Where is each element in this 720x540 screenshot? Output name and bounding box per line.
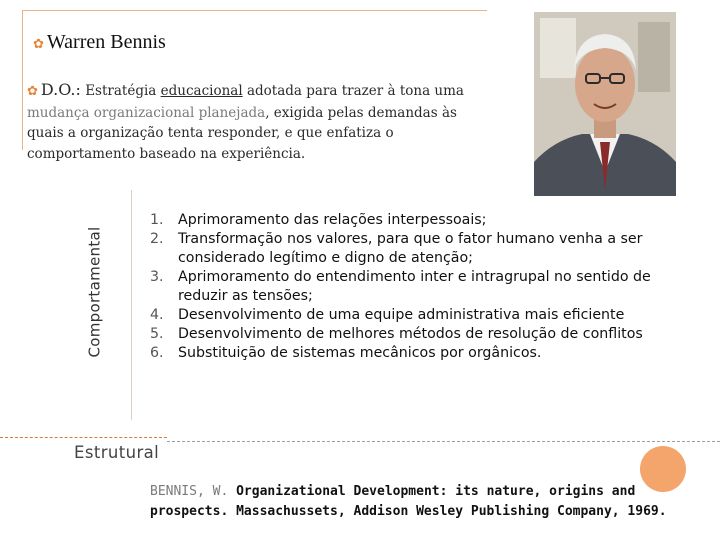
item-text: Transformação nos valores, para que o fator humano venha a ser considerado legítimo e digno de atenção; bbox=[178, 231, 643, 266]
definition-text-b: adotada para trazer à tona uma bbox=[246, 83, 464, 99]
definition-text-c: , exigida pelas demandas às quais a organização tenta responder, e que enfatiza o comportamento baseado na experiência. bbox=[27, 104, 457, 162]
orange-dashed-divider bbox=[0, 437, 167, 438]
bottom-label: Estrutural bbox=[74, 443, 160, 462]
list-item bbox=[150, 344, 670, 363]
definition-underlined: educacional bbox=[160, 83, 243, 99]
item-number: 1. bbox=[150, 212, 164, 228]
list-item bbox=[150, 325, 670, 344]
citation-text: Organizational Development: its nature, origins and prospects. Massachussets, Addison Wesley Publishing Company, 1969. bbox=[150, 484, 667, 519]
list-item bbox=[150, 230, 670, 268]
vertical-label bbox=[79, 192, 109, 392]
citation-author: BENNIS, W. bbox=[150, 484, 229, 499]
slide-heading bbox=[33, 30, 166, 56]
item-number: 2. bbox=[150, 231, 164, 247]
item-text: Aprimoramento do entendimento inter e intragrupal no sentido de reduzir as tensões; bbox=[178, 269, 651, 304]
bullet-icon: ✿ bbox=[33, 36, 44, 51]
item-text: Desenvolvimento de melhores métodos de resolução de conflitos bbox=[178, 326, 643, 342]
item-number: 5. bbox=[150, 326, 164, 342]
item-number: 4. bbox=[150, 307, 164, 323]
definition-text-a: Estratégia bbox=[85, 83, 157, 99]
item-number: 3. bbox=[150, 269, 164, 285]
list-item bbox=[150, 211, 670, 230]
citation bbox=[150, 482, 715, 522]
top-border-line bbox=[22, 10, 487, 11]
portrait-photo bbox=[534, 12, 676, 196]
vertical-label-text: Comportamental bbox=[85, 226, 103, 358]
left-border-line bbox=[22, 10, 23, 150]
steps-list bbox=[150, 211, 670, 363]
bullet-icon: ✿ bbox=[27, 84, 38, 99]
list-item bbox=[150, 268, 670, 306]
definition-paragraph bbox=[27, 80, 487, 164]
item-text: Desenvolvimento de uma equipe administrativa mais eficiente bbox=[178, 307, 625, 323]
item-number: 6. bbox=[150, 345, 164, 361]
definition-term: D.O.: bbox=[40, 80, 81, 99]
heading-text: Warren Bennis bbox=[46, 31, 166, 53]
item-text: Aprimoramento das relações interpessoais; bbox=[178, 212, 487, 228]
grey-dashed-divider bbox=[167, 441, 720, 442]
item-text: Substituição de sistemas mecânicos por orgânicos. bbox=[178, 345, 542, 361]
list-item bbox=[150, 306, 670, 325]
definition-grey-text: mudança organizacional planejada bbox=[27, 104, 266, 121]
vertical-divider bbox=[131, 190, 132, 420]
